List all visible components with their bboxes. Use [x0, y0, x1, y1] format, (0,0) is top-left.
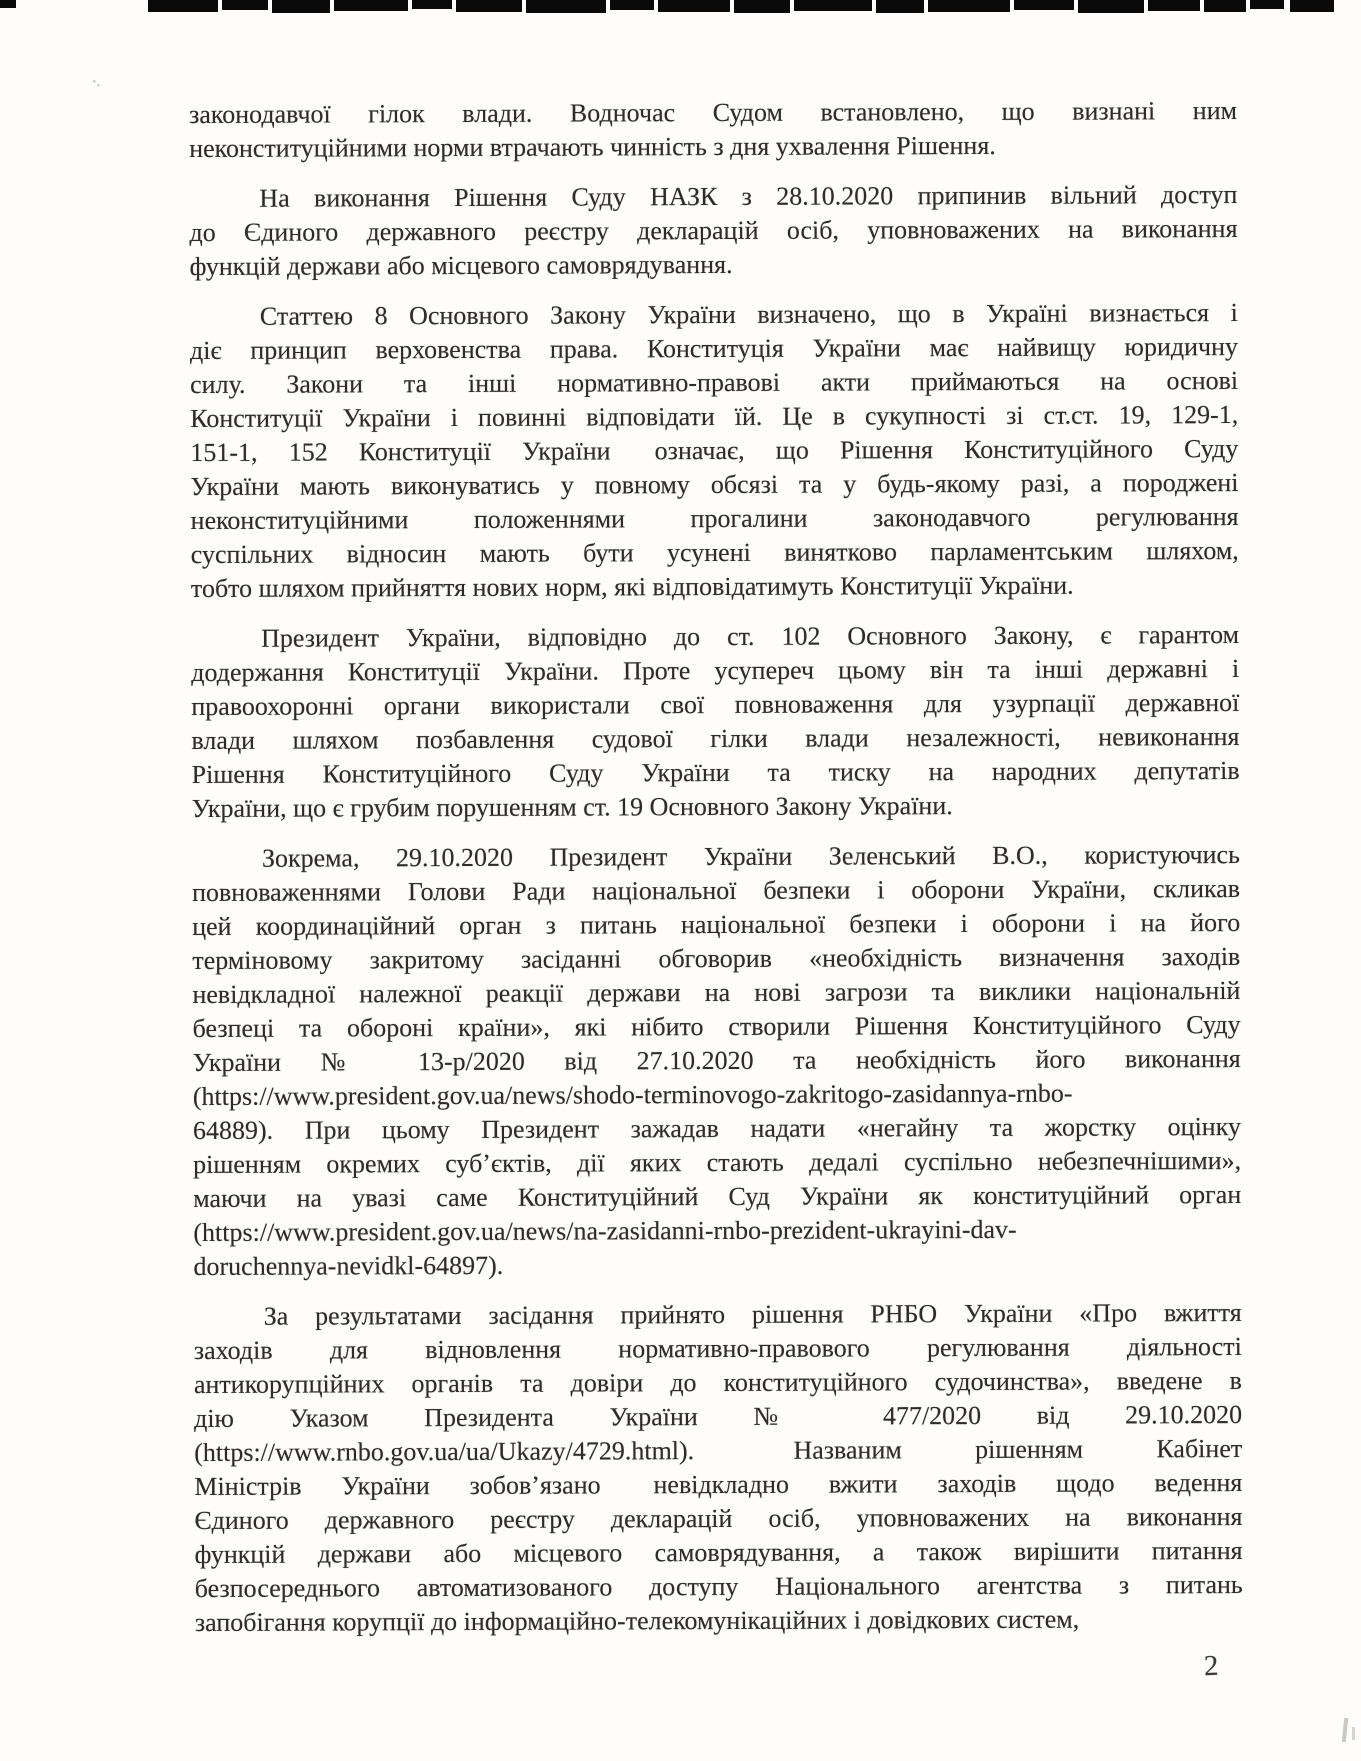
text-line: На виконання Рішення Суду НАЗК з 28.10.2020 припинив вільний доступ	[259, 179, 1238, 213]
scan-artifact-segment	[0, 0, 16, 8]
text-line: Конституції України і повинні відповідати їй. Це в сукупності зі ст.ст. 19, 129-1,	[190, 399, 1239, 434]
paragraph	[191, 618, 1240, 826]
text-line: Президент України, відповідно до ст. 102 Основного Закону, є гарантом	[261, 619, 1240, 653]
scan-artifact-segment	[876, 0, 924, 13]
paragraph	[189, 178, 1237, 284]
scan-artifact-segment	[928, 0, 1010, 12]
text-line: рішенням окремих суб’єктів, дії яких стають дедалі суспільно небезпечнішими»,	[193, 1145, 1242, 1180]
text-line: тобто шляхом прийняття нових норм, які відповідатимуть Конституції України.	[190, 570, 1074, 604]
text-line: 151-1, 152 Конституції України означає, що Рішення Конституційного Суду	[190, 433, 1239, 468]
text-line: влади шляхом позбавлення судової гілки влади незалежності, невиконання	[191, 721, 1240, 756]
text-line: неконституційними норми втрачають чинність з дня ухвалення Рішення.	[189, 130, 996, 164]
text-line: (https://www.president.gov.ua/news/shodo-terminovogo-zakritogo-zasidannya-rnbo-	[192, 1078, 1073, 1112]
paragraph	[189, 94, 1237, 166]
text-line: (https://www.rnbo.gov.ua/ua/Ukazy/4729.html). Названим рішенням Кабінет	[194, 1433, 1243, 1468]
text-line: Єдиного державного реєстру декларацій осіб, уповноважених на виконання	[194, 1501, 1243, 1536]
text-line: функцій держави або місцевого самоврядування, а також вирішити питання	[194, 1535, 1243, 1570]
text-line: Статтею 8 Основного Закону України визначено, що в Україні визнається і	[259, 297, 1238, 331]
text-line: Міністрів України зобов’язано невідкладно вжити заходів щодо ведення	[194, 1467, 1243, 1502]
scan-streak	[1352, 1727, 1355, 1740]
scan-artifact-segment	[526, 0, 606, 13]
scan-artifact-segment	[658, 0, 730, 12]
text-line: функцій держави або місцевого самоврядування.	[189, 249, 733, 282]
text-line: України мають виконуватись у повному обсязі та у будь-якому разі, а породжені	[190, 467, 1239, 502]
scan-artifact-segment	[412, 0, 452, 9]
scan-artifact-segment	[222, 0, 268, 10]
scan-artifact-segment	[456, 0, 522, 12]
page-number: 2	[1203, 1649, 1220, 1683]
text-line: заходів для відновлення нормативно-правового регулювання діяльності	[193, 1331, 1242, 1366]
text-line: до Єдиного державного реєстру декларацій осіб, уповноважених на виконання	[189, 213, 1238, 248]
scan-artifact-segment	[1078, 0, 1144, 13]
scan-artifact-segment	[334, 0, 408, 11]
scan-artifact-top-edge	[0, 0, 1361, 14]
paragraph	[190, 296, 1239, 606]
text-line: повноваженнями Голови Ради національної безпеки і оборони України, скликав	[191, 873, 1241, 908]
scan-artifact-segment	[1014, 0, 1074, 10]
text-line: неконституційними положеннями прогалини законодавчого регулювання	[190, 501, 1239, 536]
text-line: За результатами засідання прийнято рішення РНБО України «Про вжиття	[263, 1297, 1242, 1331]
text-line: Зокрема, 29.10.2020 Президент України Зеленський В.О., користуючись	[261, 839, 1240, 873]
text-line: дію Указом Президента України № 477/2020 від 29.10.2020	[194, 1399, 1243, 1434]
document-body	[189, 94, 1243, 1640]
text-line: додержання Конституції України. Проте усупереч цьому він та інші державні і	[191, 653, 1240, 688]
scan-speck	[92, 78, 101, 89]
scan-artifact-segment	[1148, 0, 1200, 11]
scan-artifact-segment	[610, 0, 654, 10]
text-line: терміновому закритому засіданні обговорив «необхідність визначення заходів	[192, 941, 1241, 976]
text-line: безпосереднього автоматизованого доступу Національного агентства з питань	[194, 1569, 1243, 1604]
text-line: силу. Закони та інші нормативно-правові акти приймаються на основі	[190, 365, 1239, 400]
scan-streak	[1342, 1718, 1348, 1742]
text-line: цей координаційний орган з питань національної безпеки і оборони і на його	[192, 907, 1241, 942]
scan-artifact-segment	[1290, 0, 1334, 12]
text-line: 64889). При цьому Президент зажадав надати «негайну та жорстку оцінку	[192, 1111, 1242, 1146]
scan-artifact-segment	[794, 0, 872, 11]
text-line: законодавчої гілок влади. Водночас Судом встановлено, що визнані ним	[189, 95, 1238, 130]
text-line: України, що є грубим порушенням ст. 19 Основного Закону України.	[191, 791, 953, 824]
text-line: діє принцип верховенства права. Конституція України має найвищу юридичну	[189, 331, 1239, 366]
text-line: суспільних відносин мають бути усунені винятково парламентським шляхом,	[190, 535, 1239, 570]
scan-artifact-segment	[1204, 0, 1246, 12]
text-line: (https://www.president.gov.ua/news/na-zasidanni-rnbo-prezident-ukrayini-dav-	[193, 1214, 1017, 1248]
scan-artifact-segment	[1250, 0, 1284, 9]
text-line: правоохоронні органи використали свої повноваження для узурпації державної	[191, 687, 1240, 722]
text-line: запобігання корупції до інформаційно-телекомунікаційних і довідкових систем,	[194, 1604, 1080, 1638]
text-line: doruchennya-nevidkl-64897).	[193, 1250, 504, 1282]
paragraph	[192, 838, 1242, 1284]
text-line: України № 13-р/2020 від 27.10.2020 та необхідність його виконання	[192, 1043, 1241, 1078]
text-line: невідкладної належної реакції держави на нові загрози та виклики національній	[192, 975, 1241, 1010]
text-line: Рішення Конституційного Суду України та тиску на народних депутатів	[191, 755, 1240, 790]
scan-artifact-segment	[272, 0, 330, 13]
text-line: антикорупційних органів та довіри до конституційного судочинства», введене в	[193, 1365, 1242, 1400]
scan-artifact-segment	[734, 0, 790, 13]
scan-artifact-segment	[148, 0, 218, 12]
text-line: безпеці та обороні країни», які нібито створили Рішення Конституційного Суду	[192, 1009, 1241, 1044]
text-line: маючи на увазі саме Конституційний Суд України як конституційний орган	[193, 1179, 1242, 1214]
paragraph	[194, 1296, 1243, 1640]
